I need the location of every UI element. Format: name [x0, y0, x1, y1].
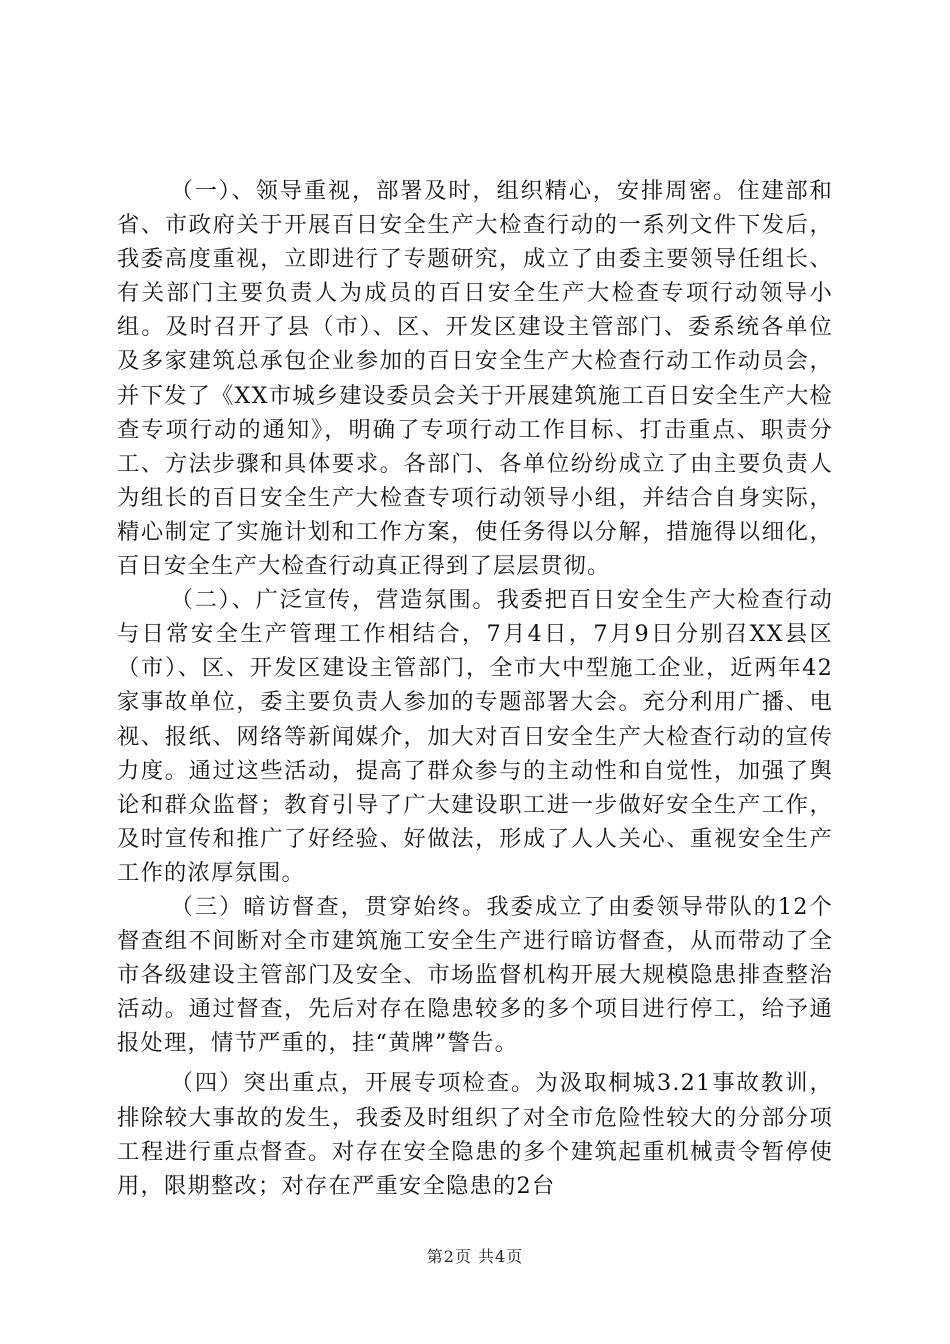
paragraph-2: （二）、广泛宣传，营造氛围。我委把百日安全生产大检查行动与日常安全生产管理工作相结合，7月4日，7月9日分别召XX县区（市）、区、开发区建设主管部门，全市大中型施工企业，近两年42家事故单位，委主要负责人参加的专题部署大会。充分利用广播、电视、报纸、网络等新闻媒介，加大对百日安全生产大检查行动的宣传力度。通过这些活动，提高了群众参与的主动性和自觉性，加强了舆论和群众监督；教育引导了广大建设职工进一步做好安全生产工作，及时宣传和推广了好经验、好做法，形成了人人关心、重视安全生产工作的浓厚氛围。	[117, 587, 833, 886]
page-footer: 第2页 共4页	[426, 1247, 524, 1266]
document-body	[117, 174, 833, 1203]
paragraph-1: （一）、领导重视，部署及时，组织精心，安排周密。住建部和省、市政府关于开展百日安全生产大检查行动的一系列文件下发后，我委高度重视，立即进行了专题研究，成立了由委主要领导任组长、有关部门主要负责人为成员的百日安全生产大检查专项行动领导小组。及时召开了县（市）、区、开发区建设主管部门、委系统各单位及多家建筑总承包企业参加的百日安全生产大检查行动工作动员会，并下发了《XX市城乡建设委员会关于开展建筑施工百日安全生产大检查专项行动的通知》，明确了专项行动工作目标、打击重点、职责分工、方法步骤和具体要求。各部门、各单位纷纷成立了由主要负责人为组长的百日安全生产大检查专项行动领导小组，并结合自身实际，精心制定了实施计划和工作方案，使任务得以分解，措施得以细化，百日安全生产大检查行动真正得到了层层贯彻。	[117, 178, 833, 580]
paragraph-4: （四）突出重点，开展专项检查。为汲取桐城3.21事故教训，排除较大事故的发生，我委及时组织了对全市危险性较大的分部分项工程进行重点督查。对存在安全隐患的多个建筑起重机械责令暂停使用，限期整改；对存在严重安全隐患的2台	[117, 1070, 833, 1199]
paragraph-3: （三）暗访督查，贯穿始终。我委成立了由委领导带队的12个督查组不间断对全市建筑施工安全生产进行暗访督查，从而带动了全市各级建设主管部门及安全、市场监督机构开展大规模隐患排查整治活动。通过督查，先后对存在隐患较多的多个项目进行停工，给予通报处理，情节严重的，挂“黄牌”警告。	[117, 893, 833, 1057]
